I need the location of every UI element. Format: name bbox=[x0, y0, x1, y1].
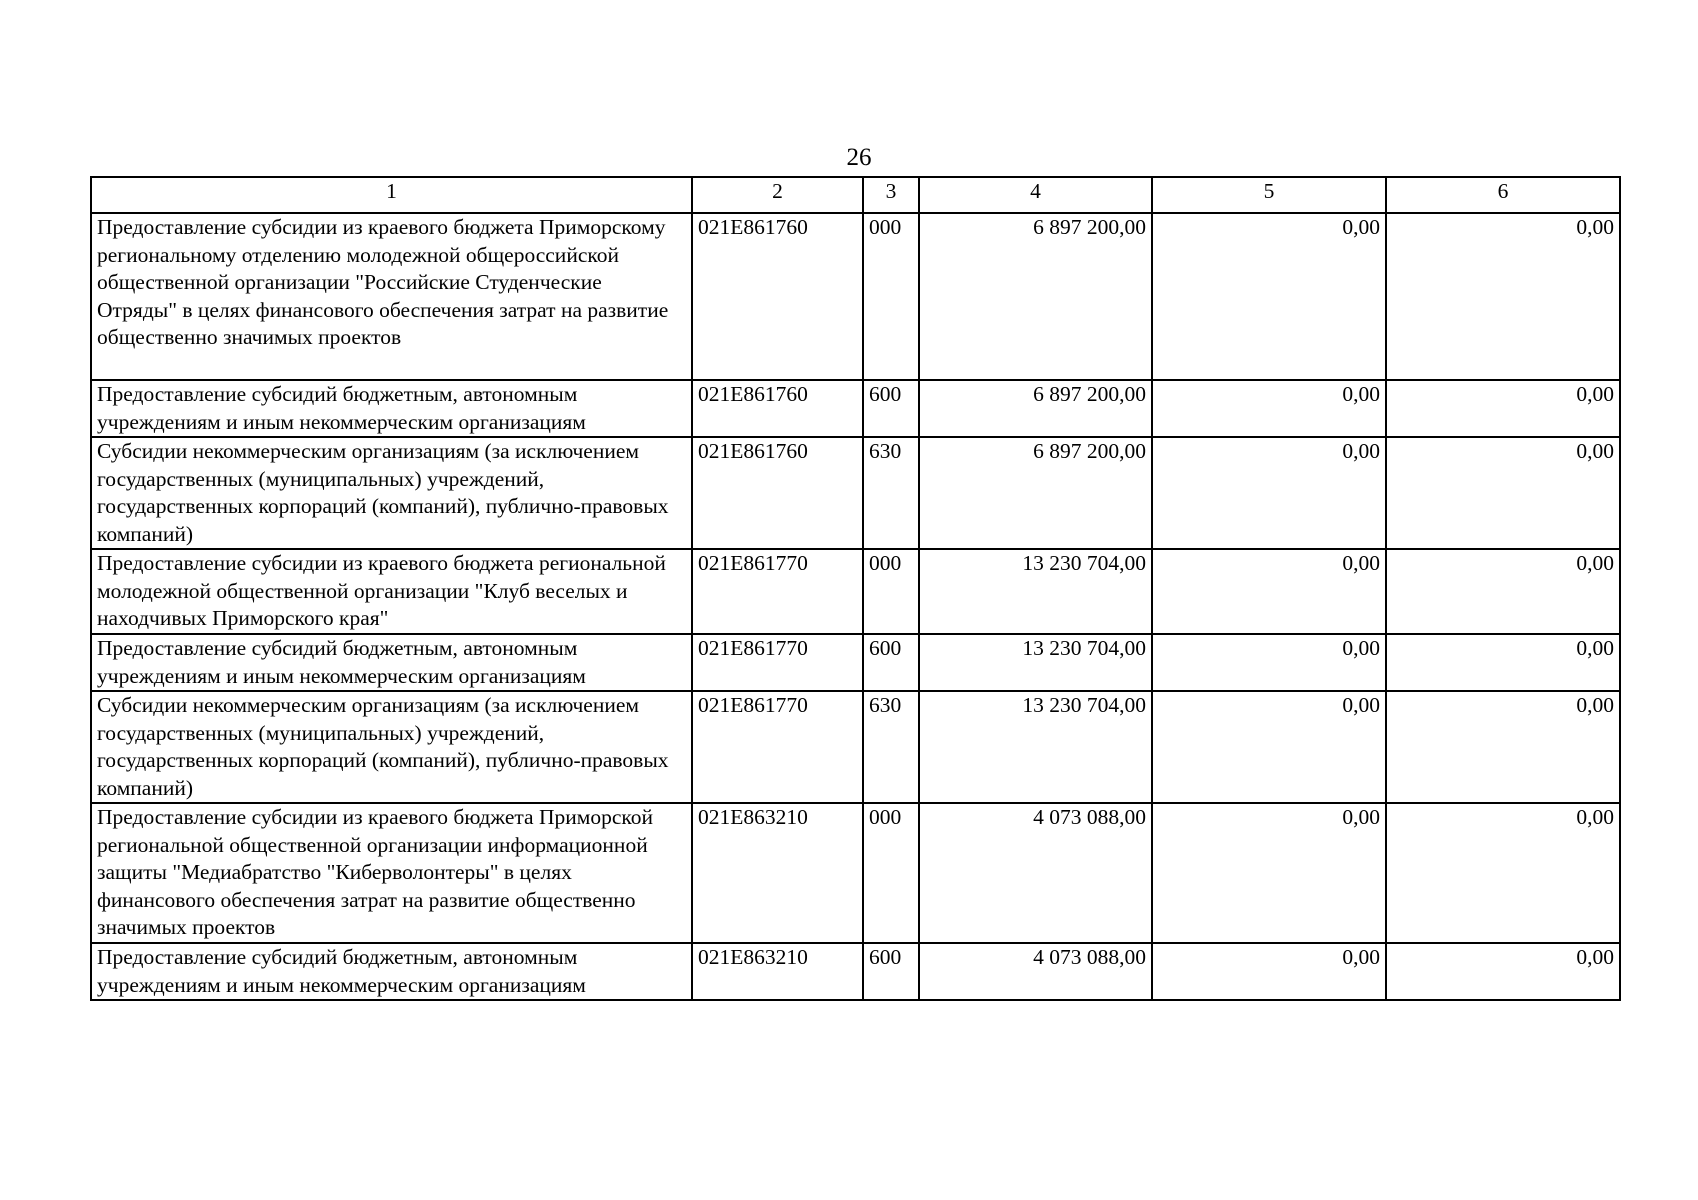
row-amount-col6: 0,00 bbox=[1386, 437, 1620, 549]
row-expense-type: 600 bbox=[863, 380, 919, 437]
row-amount-col6: 0,00 bbox=[1386, 380, 1620, 437]
row-code: 021E861770 bbox=[692, 634, 863, 691]
row-name: Предоставление субсидий бюджетным, автономным учреждениям и иным некоммерческим организациям bbox=[91, 380, 692, 437]
row-expense-type: 000 bbox=[863, 213, 919, 380]
budget-table bbox=[90, 176, 1621, 1001]
row-code: 021E861770 bbox=[692, 691, 863, 803]
row-amount-col4: 4 073 088,00 bbox=[919, 803, 1152, 943]
row-amount-col6: 0,00 bbox=[1386, 691, 1620, 803]
row-amount-col6: 0,00 bbox=[1386, 943, 1620, 1000]
row-name: Субсидии некоммерческим организациям (за исключением государственных (муниципальных) учреждений, государственных корпораций (компаний), публично-правовых компаний) bbox=[91, 437, 692, 549]
row-code: 021E861770 bbox=[692, 549, 863, 634]
row-amount-col6: 0,00 bbox=[1386, 803, 1620, 943]
row-amount-col5: 0,00 bbox=[1152, 803, 1386, 943]
row-amount-col5: 0,00 bbox=[1152, 943, 1386, 1000]
row-amount-col5: 0,00 bbox=[1152, 213, 1386, 380]
row-expense-type: 000 bbox=[863, 549, 919, 634]
row-amount-col4: 4 073 088,00 bbox=[919, 943, 1152, 1000]
table-row bbox=[91, 634, 1620, 691]
column-header: 3 bbox=[863, 177, 919, 213]
row-amount-col6: 0,00 bbox=[1386, 634, 1620, 691]
row-code: 021E861760 bbox=[692, 437, 863, 549]
table-row bbox=[91, 213, 1620, 380]
row-expense-type: 600 bbox=[863, 634, 919, 691]
row-code: 021E863210 bbox=[692, 943, 863, 1000]
column-header: 5 bbox=[1152, 177, 1386, 213]
row-name: Субсидии некоммерческим организациям (за исключением государственных (муниципальных) учреждений, государственных корпораций (компаний), публично-правовых компаний) bbox=[91, 691, 692, 803]
column-header: 1 bbox=[91, 177, 692, 213]
row-expense-type: 000 bbox=[863, 803, 919, 943]
table-row bbox=[91, 549, 1620, 634]
table-row bbox=[91, 691, 1620, 803]
row-amount-col4: 6 897 200,00 bbox=[919, 213, 1152, 380]
table-row bbox=[91, 803, 1620, 943]
row-name: Предоставление субсидии из краевого бюджета Приморской региональной общественной организации информационной защиты "Медиабратство "Киберволонтеры" в целях финансового обеспечения затрат на развитие общественно значимых проектов bbox=[91, 803, 692, 943]
row-amount-col5: 0,00 bbox=[1152, 691, 1386, 803]
row-code: 021E863210 bbox=[692, 803, 863, 943]
page-number: 26 bbox=[846, 144, 872, 171]
table-row bbox=[91, 380, 1620, 437]
row-code: 021E861760 bbox=[692, 213, 863, 380]
table-header-row bbox=[91, 177, 1620, 213]
row-amount-col5: 0,00 bbox=[1152, 634, 1386, 691]
row-name: Предоставление субсидий бюджетным, автономным учреждениям и иным некоммерческим организациям bbox=[91, 634, 692, 691]
column-header: 4 bbox=[919, 177, 1152, 213]
row-amount-col4: 6 897 200,00 bbox=[919, 380, 1152, 437]
row-expense-type: 600 bbox=[863, 943, 919, 1000]
row-expense-type: 630 bbox=[863, 691, 919, 803]
column-header: 6 bbox=[1386, 177, 1620, 213]
row-amount-col4: 13 230 704,00 bbox=[919, 691, 1152, 803]
row-name: Предоставление субсидий бюджетным, автономным учреждениям и иным некоммерческим организациям bbox=[91, 943, 692, 1000]
row-name: Предоставление субсидии из краевого бюджета Приморскому региональному отделению молодежной общероссийской общественной организации "Российские Студенческие Отряды" в целях финансового обеспечения затрат на развитие общественно значимых проектов bbox=[91, 213, 692, 380]
row-amount-col4: 13 230 704,00 bbox=[919, 634, 1152, 691]
row-amount-col5: 0,00 bbox=[1152, 380, 1386, 437]
row-amount-col5: 0,00 bbox=[1152, 549, 1386, 634]
row-expense-type: 630 bbox=[863, 437, 919, 549]
row-amount-col6: 0,00 bbox=[1386, 213, 1620, 380]
row-name: Предоставление субсидии из краевого бюджета региональной молодежной общественной организации "Клуб веселых и находчивых Приморского края" bbox=[91, 549, 692, 634]
table-row bbox=[91, 437, 1620, 549]
row-amount-col6: 0,00 bbox=[1386, 549, 1620, 634]
column-header: 2 bbox=[692, 177, 863, 213]
row-amount-col4: 13 230 704,00 bbox=[919, 549, 1152, 634]
row-amount-col5: 0,00 bbox=[1152, 437, 1386, 549]
table-row bbox=[91, 943, 1620, 1000]
row-code: 021E861760 bbox=[692, 380, 863, 437]
row-amount-col4: 6 897 200,00 bbox=[919, 437, 1152, 549]
